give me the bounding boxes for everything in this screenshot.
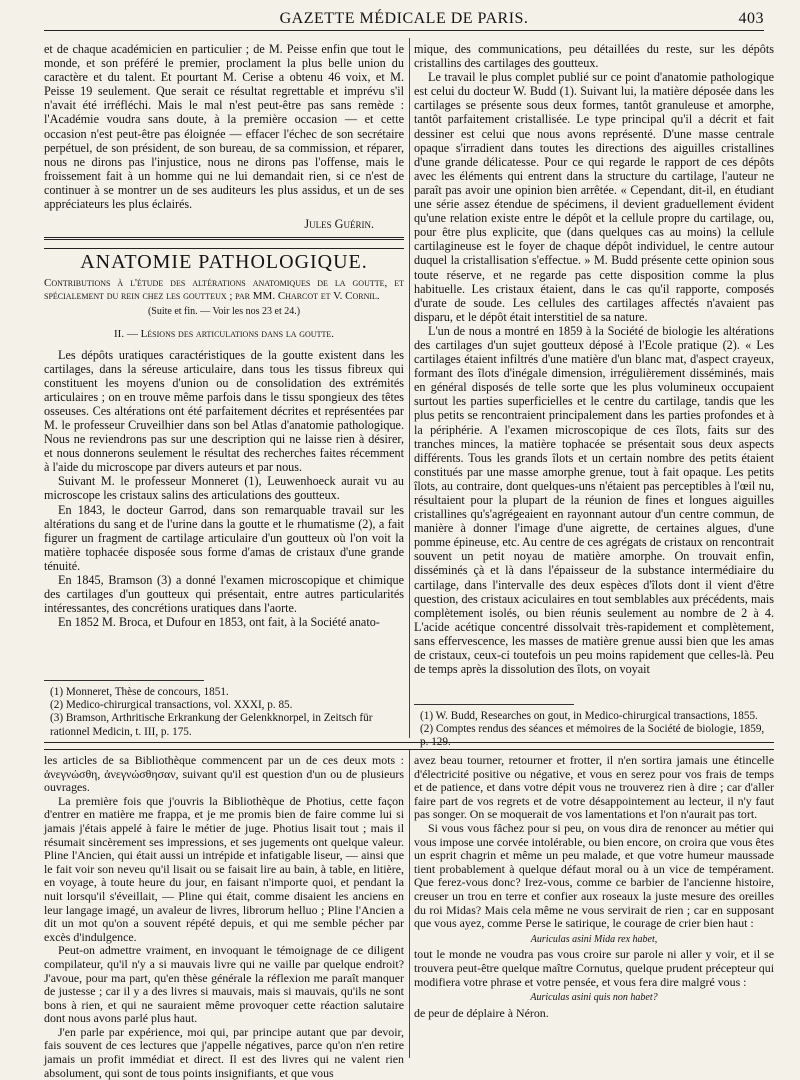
journal-title: GAZETTE MÉDICALE DE PARIS. [279, 10, 529, 27]
page-number: 403 [738, 10, 764, 27]
paragraph: La première fois que j'ouvris la Bibliothèque de Photius, cette façon d'entrer en matière me frappa, et je me promis bien de faire comme lui si jamais j'étais appelé à faire le métier de juge. Photius lisait tout ; mais il résumait sincèrement ses impressions, et ses jugements ont quelque valeur. Pline l'Ancien, qui était aussi un intrépide et infatigable liseur, — ainsi que le fait voir son neveu qu'il lisait ou se faisait lire au bain, à table, en litière, en voyage, à toute heure du jour, en faisant n'importe quoi, et pendant la nuit lorsqu'il s'éveillait, — Pline qui était, comme disaient les anciens en leur langage imagé, un avaleur de livres, librorum helluo ; Pline l'Ancien a dit un mot qu'on a souvent répété depuis, et qui me semble pécher par excès d'indulgence. [44, 793, 404, 944]
paragraph: En 1845, Bramson (3) a donné l'examen microscopique et chimique des cartilages d'un goutteux qui présentait, entre autres particularités intéressantes, des concrétions uratiques dans l'aorte. [44, 573, 404, 616]
section-rule [44, 237, 404, 249]
footnote-rule [414, 704, 574, 705]
column-divider [409, 38, 410, 738]
footnote: (2) Medico-chirurgical transactions, vol. XXXI, p. 85. [50, 699, 293, 712]
paragraph: L'un de nous a montré en 1859 à la Société de biologie les altérations des cartilages d'un sujet goutteux déposé à l'Ecole pratique (2). « Les cartilages étaient infiltrés d'une matière d'un blanc mat, d'aspect crayeux, formant des îlots d'inégale dimension, irrégulièrement disséminés, mais en général disposés de telle sorte que les plus volumineux occupaient surtout les parties superficielles et le centre du cartilage, tandis que les plus petits se rencontraient principalement dans les parties profondes et à la périphérie. A l'examen microscopique de ces îlots, faits sur des tranches minces, la matière tophacée se présentait sous deux aspects différents. Tous les grands îlots et un certain nombre des petits étaient constitués par une masse amorphe grenue, tout à fait opaque. Les petits îlots, au contraire, dont quelques-uns n'étaient pas perceptibles à l'œil nu, résultaient pour la plupart de la réunion de fines et longues aiguilles cristallines qu's'agrégeaient en rayonnant autour d'un centre commun, de manière à donner l'image d'une aigrette, de certaines algues, d'une pomme épineuse, etc. Au centre de ces agrégats de cristaux on rencontrait souvent un petit noyau de matière amorphe. On trouvait enfin, disséminés çà et là dans l'épaisseur de la substance intermédiaire du cartilage, dans l'intervalle des deux espèces d'îlots dont il vient d'être question, des cristaux aciculaires en tout semblables aux précédents, mais complètement isolés, ou bien réunis seulement au nombre de 2 à 4. L'acide acétique concentré dissolvait très-rapidement et complètement, sans effervescence, les masses de matière grenue aussi bien que les amas de cristaux, ceux-ci toutefois un peu moins rapidement que celles-là. Peu de temps après la dissolution des îlots, on voyait [414, 323, 774, 677]
paragraph: et de chaque académicien en particulier ; de M. Peisse enfin que tout le monde, et son préféré le premier, proclament la plus belle union du caractère et du talent. Et pourtant M. Cerise a obtenu 46 voix, et M. Peisse 19 seulement. Que serait ce résultat regrettable et imprévu s'il n'avait été irréfléchi. Mais le mal n'est peut-être pas sans remède : l'Académie voudra sans doute, à la première occasion — et cette occasion n'est peut-être pas éloignée — effacer l'échec de son secrétaire perpétuel, de son président, de son bureau, de sa commission, et réparer, nous ne dirons pas l'injustice, nous ne dirons pas l'offense, mais le froissement fait à un homme qui ne lui demandait rien, si ce n'est de continuer à se montrer un de ses auditeurs les plus assidus, et un de ses appréciateurs les plus éclairés. [44, 42, 404, 212]
section-title: ANATOMIE PATHOLOGIQUE. [80, 251, 368, 274]
paragraph: avez beau tourner, retourner et frotter, il n'en sortira jamais une étincelle d'électricité positive ou négative, et vous en serez pour vos frais de temps et de patience, et dans votre dépit vous ne trouverez rien à dire ; car d'aller faire part de vos regrets et de votre désappointement au lecteur, il n'y faut pas songer. On se moquerait de vos lamentations et l'on n'aurait pas tort. [414, 753, 774, 822]
latin-quote: Auriculas asini quis non habet? [530, 992, 658, 1004]
paragraph: Suivant M. le professeur Monneret (1), Leuwenhoeck aurait vu au microscope les cristaux salins des articulations des goutteux. [44, 474, 404, 503]
signature: Jules Guérin. [304, 217, 374, 232]
left-column-bottom [44, 753, 404, 1080]
page-header [44, 8, 764, 31]
footnote: (2) Comptes rendus des séances et mémoires de la Société de biologie, 1859, p. 129. [420, 723, 765, 749]
feuilleton-divider [44, 742, 774, 750]
right-column-bottom [414, 754, 774, 1058]
footnote: (1) Monneret, Thèse de concours, 1851. [50, 686, 229, 698]
paragraph: tout le monde ne voudra pas vous croire sur parole ni aller y voir, et il se trouvera peut-être quelque maître Cornutus, quelque prudent précepteur qui modifiera votre phrase et votre pensée, et vous fera dire malgré vous : [414, 947, 774, 989]
right-column-top [414, 42, 774, 677]
footnote: (3) Bramson, Arthritische Erkrankung der Gelenkknorpel, in Zeitsch für rationnel Medicin, t. III, p. 175. [50, 712, 373, 738]
continuation-note: (Suite et fin. — Voir les nos 23 et 24.) [147, 306, 301, 318]
paragraph: de peur de déplaire à Néron. [414, 1005, 549, 1020]
paragraph: J'en parle par expérience, moi qui, par principe autant que par devoir, fais souvent de ces lectures que j'appelle négatives, parce qu'on n'en retire jamais un profit immédiat et direct. Il est des livres qui ne valent rien absolument, qui sont de tous points insignifiants, et que vous [44, 1024, 404, 1080]
paragraph: En 1852 M. Broca, et Dufour en 1853, ont fait, à la Société anato- [58, 615, 380, 630]
column-divider [409, 750, 410, 1058]
subsection-title: II. — Lésions des articulations dans la goutte. [114, 328, 334, 341]
left-column-top [44, 42, 404, 670]
paragraph: mique, des communications, peu détaillées du reste, sur les dépôts cristallins des cartilages des goutteux. [414, 42, 774, 71]
paragraph: Les dépôts uratiques caractéristiques de la goutte existent dans les cartilages, dans la séreuse articulaire, dans tous les tissus fibreux qui constituent les moyens d'union ou de consolidation des extrémités articulaires ; on en trouve même parfois dans le tissu spongieux des têtes osseuses. Ces altérations ont été parfaitement décrites et représentées par M. le professeur Cruveilhier dans son bel Atlas d'anatomie pathologique. Nous ne reviendrons pas sur une description qui ne laisse rien à désirer, et nous donnerons seulement le résultat des recherches faites récemment à l'aide du microscope par divers auteurs et par nous. [44, 347, 404, 475]
footnote-rule [44, 680, 204, 681]
paragraph: Peut-on admettre vraiment, en invoquant le témoignage de ce diligent compilateur, qu'il n'y a si mauvais livre qui ne vaille par quelque endroit? J'avoue, pour ma part, qu'en thèse générale la réflexion me paraît manquer de justesse ; car il y a des livres si mauvais, mais si mauvais, qu'ils ne sont bons à rien, et qui ne sauraient même provoquer cette réaction salutaire dont nous avons parlé plus haut. [44, 943, 404, 1026]
paragraph: Le travail le plus complet publié sur ce point d'anatomie pathologique est celui du docteur W. Budd (1). Suivant lui, la matière déposée dans les cartilages se présente sous deux formes, tantôt granuleuse et amorphe, tantôt parfaitement cristallisée. Le type principal qu'il a décrit et fait dessiner est celui que nous avons représenté. D'une masse centrale opaque s'irradient dans toutes les directions des aiguilles cristallines d'une grande délicatesse. Pour ce qui regarde le rapport de ces dépôts avec les éléments qui entrent dans la structure du cartilage, l'auteur ne paraît pas avoir une opinion bien arrêtée. « Cependant, dit-il, en étudiant une série assez étendue de spécimens, il devient graduellement évident qu'une relation existe entre le dépôt et la cellule propre du cartilage, ou, pour être plus explicite, que (dans quelques cas au moins) la cellule cartilagineuse est le foyer de chaque dépôt individuel, le centre autour duquel la cristallisation s'effectue. » M. Budd présente cette opinion sous toute réserve, et ne regarde pas cette disposition comme la plus habituelle. Les cristaux étaient, dans le cas qu'il rapporte, composés d'urate de soude. Les cellules des cartilages affectés n'avaient pas disparu, et le dépôt était interstitiel de sa nature. [414, 70, 774, 324]
paragraph: les articles de sa Bibliothèque commencent par un de ces deux mots : ἀνεγνώσθη, ἀνεγνώσθησαν, suivant qu'il est question d'un ou de plusieurs ouvrages. [44, 753, 404, 795]
paragraph: Si vous vous fâchez pour si peu, on vous dira de renoncer au métier qui vous impose une corvée intolérable, ou bien encore, on croira que vous êtes un esprit chagrin et même un peu malade, et que votre humeur maussade tient probablement à quelque défaut moral ou à un vice de tempérament. Que ferez-vous donc? Irez-vous, comme ce barbier de l'ancienne histoire, creuser un trou en terre et confier aux roseaux la juste mesure des oreilles du roi Midas? Mais cela même ne vous servirait de rien ; car en supposant que vous ayez, comme Perse le satirique, le courage de crier bien haut : [414, 820, 774, 931]
article-title: Contributions à l'étude des altérations anatomiques de la goutte, et spécialement du rein chez les goutteux ; par MM. Charcot et V. Cornil. [44, 277, 404, 303]
paragraph: En 1843, le docteur Garrod, dans son remarquable travail sur les altérations du sang et de l'urine dans la goutte et le rhumatisme (2), a fait figurer un fragment de cartilage articulaire d'un goutteux où l'on voit la matière tophacée disposée sous forme d'amas de cristaux d'une grande ténuité. [44, 502, 404, 573]
latin-quote: Auriculas asini Mida rex habet, [530, 933, 658, 945]
footnote: (1) W. Budd, Researches on gout, in Medico-chirurgical transactions, 1855. [420, 710, 758, 722]
footnotes-left [50, 686, 400, 739]
